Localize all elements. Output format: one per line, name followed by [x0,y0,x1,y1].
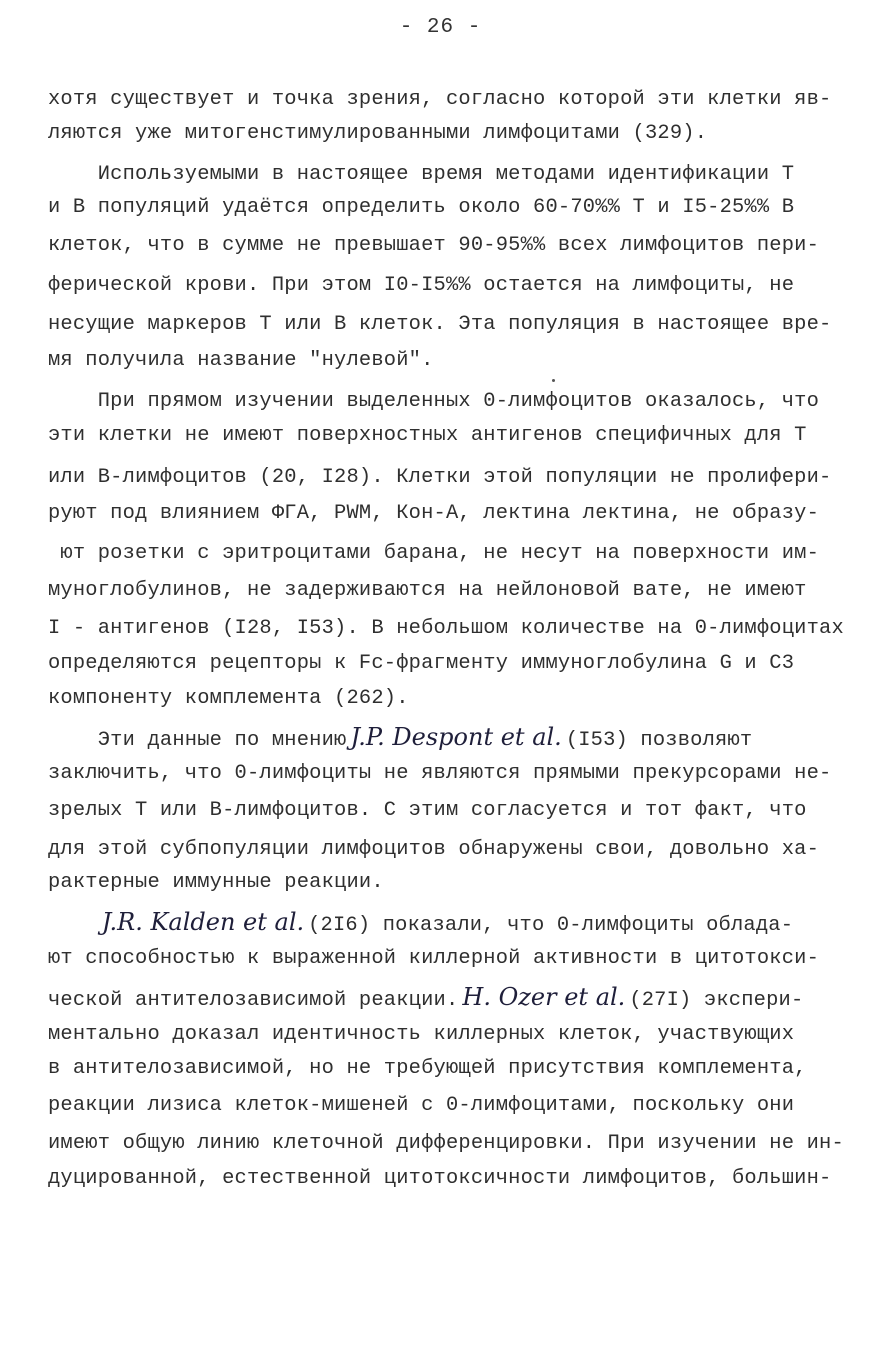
line-text-rest: (2I6) показали, что 0-лимфоциты облада- [308,914,794,937]
text-line [48,910,793,938]
text-line [48,274,794,298]
text-line [48,542,819,566]
text-line [48,947,819,971]
text-line [48,871,384,895]
text-line [48,163,794,187]
text-line [48,579,807,603]
handwritten-citation: H. Ozer et al. [462,983,626,1011]
line-text: в антителозависимой, но не требующей присутствия комплемента, [48,1057,807,1080]
text-line [48,1132,844,1156]
text-line [48,234,819,258]
line-text: эти клетки не имеют поверхностных антигенов специфичных для Т [48,424,807,447]
text-line [48,1094,794,1118]
line-text-rest: (27I) экспери- [629,989,804,1012]
line-text: ют розетки с эритроцитами барана, не несут на поверхности им- [48,542,820,565]
line-text: ческой антителозависимой реакции. [48,989,459,1012]
text-line [48,424,807,448]
handwritten-citation: J.P. Despont et al. [350,723,562,751]
text-line [48,1057,807,1081]
line-text: имеют общую линию клеточной дифференцировки. При изучении не ин- [48,1132,844,1155]
text-line [48,985,803,1013]
stray-mark [552,379,555,382]
line-text: ляются уже митогенстимулированными лимфоцитами (329). [48,122,708,145]
text-line [48,349,434,373]
line-text: несущие маркеров Т или В клеток. Эта популяция в настоящее вре- [48,313,832,336]
line-text: I - антигенов (I28, I53). В небольшом количестве на 0-лимфоцитах [48,617,844,640]
text-line [48,390,819,414]
line-text: ют способностью к выраженной киллерной активности в цитотокси- [48,947,820,970]
line-text: для этой субпопуляции лимфоцитов обнаружены свои, довольно ха- [48,838,820,861]
text-line [48,1167,832,1191]
line-text: зрелых Т или В-лимфоцитов. С этим согласуется и тот факт, что [48,799,807,822]
line-text: клеток, что в сумме не превышает 90-95%% всех лимфоцитов пери- [48,234,820,257]
handwritten-citation: J.R. Kalden et al. [101,908,305,936]
line-text: муноглобулинов, не задерживаются на нейлоновой вате, не имеют [48,579,807,602]
line-text: руют под влиянием ФГА, PWM, Кон-А, лектина лектина, не образу- [48,502,820,525]
text-line [48,313,832,337]
line-text: рактерные иммунные реакции. [48,871,384,894]
line-text: или В-лимфоцитов (20, I28). Клетки этой популяции не пролифери- [48,466,832,489]
line-text: компоненту комплемента (262). [48,687,409,710]
line-text: дуцированной, естественной цитотоксичности лимфоцитов, большин- [48,1167,832,1190]
text-line [48,122,707,146]
line-text: ментально доказал идентичность киллерных клеток, участвующих [48,1023,795,1046]
line-text: хотя существует и точка зрения, согласно которой эти клетки яв- [48,88,832,111]
text-line [48,687,409,711]
text-line [48,502,819,526]
text-line [48,1023,794,1047]
line-text: мя получила название "нулевой". [48,349,434,372]
line-text: При прямом изучении выделенных 0-лимфоцитов оказалось, что [48,390,820,413]
line-text [48,914,98,937]
line-text: и В популяций удаётся определить около 60-70%% Т и I5-25%% В [48,196,795,219]
line-text: Используемыми в настоящее время методами идентификации Т [48,163,795,186]
text-line [48,617,844,641]
text-line [48,762,832,786]
text-line [48,466,832,490]
line-text: заключить, что 0-лимфоциты не являются прямыми прекурсорами не- [48,762,832,785]
line-text: определяются рецепторы к Fc-фрагменту иммуноглобулина G и С3 [48,652,795,675]
text-line [48,799,807,823]
line-text-rest: (I53) позволяют [565,729,753,752]
text-line [48,838,819,862]
line-text: ферической крови. При этом I0-I5%% остается на лимфоциты, не [48,274,795,297]
text-line [48,196,794,220]
text-line [48,652,794,676]
text-line [48,88,832,112]
text-line [48,725,752,753]
line-text: Эти данные по мнению [48,729,347,752]
page-number: - 26 - [399,16,482,39]
line-text: реакции лизиса клеток-мишеней с 0-лимфоцитами, поскольку они [48,1094,795,1117]
